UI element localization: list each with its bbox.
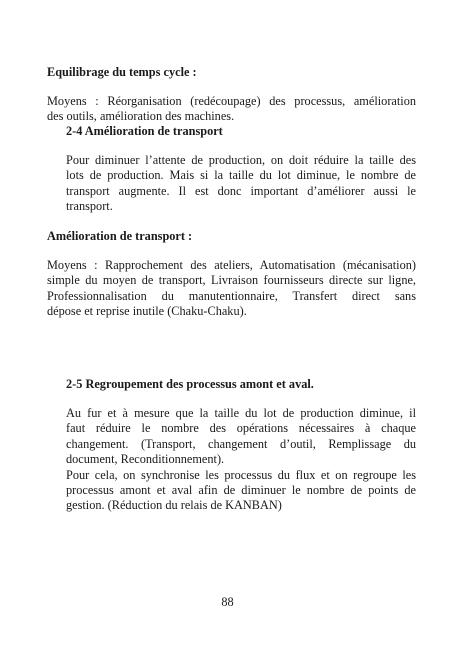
text-line: document, Reconditionnement).	[66, 452, 225, 467]
paragraph-regroupement	[66, 406, 416, 514]
text-line: faut réduire le nombre des opérations nécessaires à chaque	[66, 421, 416, 436]
paragraph-moyens-transport	[47, 258, 416, 320]
text-line: changement. (Transport, changement d’outil, Remplissage du	[66, 436, 416, 451]
text-line: transport.	[66, 199, 113, 214]
text-line: lots de production. Mais si la taille du lot diminue, le nombre de	[66, 168, 416, 183]
text-line: Pour cela, on synchronise les processus du flux et on regroupe les	[66, 467, 416, 482]
text-line: Moyens : Réorganisation (redécoupage) des processus, amélioration	[47, 94, 416, 108]
section-heading-2-4: 2-4 Amélioration de transport	[66, 124, 223, 138]
paragraph-moyens-equilibrage	[47, 94, 416, 125]
paragraph-amelioration-transport	[66, 153, 416, 215]
section-heading-2-5: 2-5 Regroupement des processus amont et aval.	[66, 377, 314, 391]
page-number: 88	[221, 595, 234, 609]
text-line: dépose et reprise inutile (Chaku-Chaku).	[47, 304, 247, 319]
text-line: processus amont et aval afin de diminuer le nombre de points de	[66, 483, 416, 498]
section-heading-amelioration-transport: Amélioration de transport :	[47, 229, 193, 243]
text-line: Pour diminuer l’attente de production, on doit réduire la taille des	[66, 153, 416, 167]
text-line: Professionnalisation du manutentionnaire, Transfert direct sans	[47, 288, 416, 303]
text-line: gestion. (Réduction du relais de KANBAN)	[66, 498, 282, 513]
text-line: des outils, amélioration des machines.	[47, 109, 235, 124]
text-line: transport augmente. Il est donc important d’améliorer aussi le	[66, 183, 416, 198]
text-line: simple du moyen de transport, Livraison fournisseurs directe sur ligne,	[47, 273, 416, 288]
section-heading-equilibrage: Equilibrage du temps cycle :	[47, 65, 197, 79]
text-line: Moyens : Rapprochement des ateliers, Automatisation (mécanisation)	[47, 258, 416, 272]
text-line: Au fur et à mesure que la taille du lot de production diminue, il	[66, 406, 416, 420]
